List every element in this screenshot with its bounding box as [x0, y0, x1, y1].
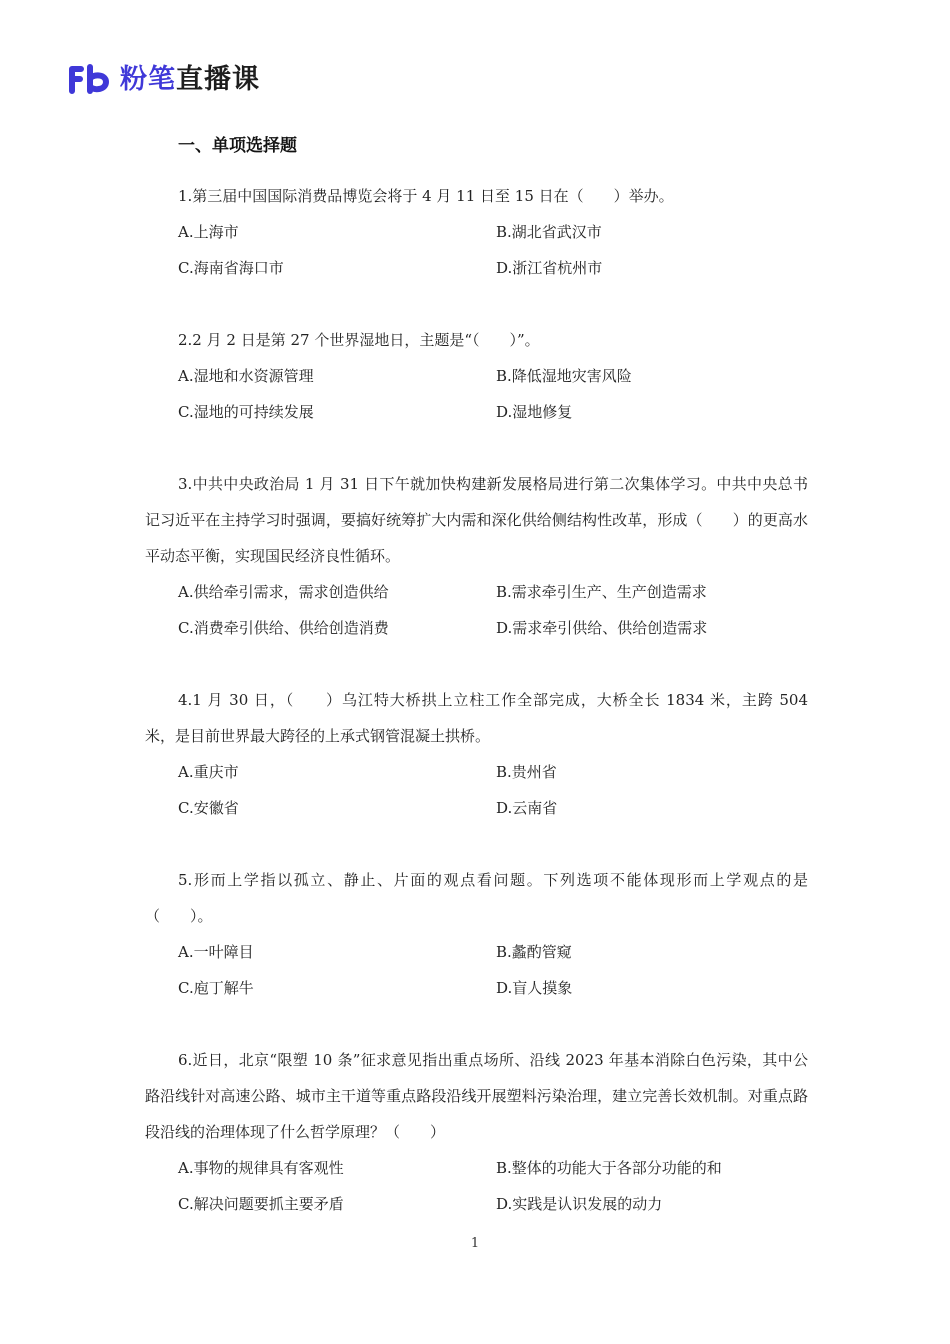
brand-name	[120, 62, 260, 98]
question-4	[145, 682, 808, 826]
question-stem: 2.2 月 2 日是第 27 个世界湿地日，主题是“（ ）”。	[178, 331, 540, 349]
option-a: A.一叶障目	[178, 943, 254, 961]
option-a: A.重庆市	[178, 763, 239, 781]
option-a: A.上海市	[178, 223, 239, 241]
option-d: D.云南省	[496, 799, 558, 817]
option-d: D.湿地修复	[496, 403, 573, 421]
option-c: C.安徽省	[178, 799, 239, 817]
question-5	[145, 862, 808, 1006]
option-b: B.蠡酌管窥	[496, 943, 572, 961]
brand-logo	[66, 62, 260, 98]
question-list	[145, 178, 808, 1258]
option-b: B.需求牵引生产、生产创造需求	[496, 583, 707, 601]
option-c: C.解决问题要抓主要矛盾	[178, 1195, 344, 1213]
option-grid	[145, 574, 808, 646]
option-c: C.湿地的可持续发展	[178, 403, 314, 421]
option-c: C.消费牵引供给、供给创造消费	[178, 619, 389, 637]
option-a: A.湿地和水资源管理	[178, 367, 314, 385]
question-stem: 5.形而上学指以孤立、静止、片面的观点看问题。下列选项不能体现形而上学观点的是（ ）。	[145, 871, 808, 925]
option-c: C.庖丁解牛	[178, 979, 254, 997]
option-d: D.需求牵引供给、供给创造需求	[496, 619, 708, 637]
question-1	[145, 178, 808, 286]
fb-logo-icon	[66, 64, 112, 96]
option-b: B.贵州省	[496, 763, 557, 781]
option-grid	[145, 1150, 808, 1222]
option-b: B.降低湿地灾害风险	[496, 367, 632, 385]
page-number: 1	[470, 1236, 480, 1251]
question-6	[145, 1042, 808, 1222]
question-stem: 3.中共中央政治局 1 月 31 日下午就加快构建新发展格局进行第二次集体学习。中共中央总书记习近平在主持学习时强调，要搞好统筹扩大内需和深化供给侧结构性改革，形成（ ）的更高水平动态平衡，实现国民经济良性循环。	[145, 475, 808, 565]
question-stem: 6.近日，北京“限塑 10 条”征求意见指出重点场所、沿线 2023 年基本消除白色污染，其中公路沿线针对高速公路、城市主干道等重点路段沿线开展塑料污染治理，建立完善长效机制。对重点路段沿线的治理体现了什么哲学原理？（ ）	[145, 1051, 808, 1141]
option-grid	[145, 934, 808, 1006]
option-d: D.盲人摸象	[496, 979, 573, 997]
question-stem: 1.第三届中国国际消费品博览会将于 4 月 11 日至 15 日在（ ）举办。	[178, 187, 674, 205]
option-a: A.事物的规律具有客观性	[178, 1159, 344, 1177]
option-b: B.整体的功能大于各部分功能的和	[496, 1159, 722, 1177]
option-a: A.供给牵引需求，需求创造供给	[178, 583, 389, 601]
section-title: 一、单项选择题	[178, 136, 297, 156]
question-3	[145, 466, 808, 646]
question-2	[145, 322, 808, 430]
option-grid	[145, 754, 808, 826]
option-grid	[145, 214, 808, 286]
option-grid	[145, 358, 808, 430]
brand-name-primary: 粉笔	[120, 64, 176, 95]
option-b: B.湖北省武汉市	[496, 223, 602, 241]
brand-name-secondary: 直播课	[176, 64, 260, 95]
question-stem: 4.1 月 30 日，（ ）乌江特大桥拱上立柱工作全部完成，大桥全长 1834 米，主跨 504 米，是目前世界最大跨径的上承式钢管混凝土拱桥。	[145, 691, 808, 745]
option-d: D.浙江省杭州市	[496, 259, 603, 277]
option-d: D.实践是认识发展的动力	[496, 1195, 663, 1213]
option-c: C.海南省海口市	[178, 259, 284, 277]
